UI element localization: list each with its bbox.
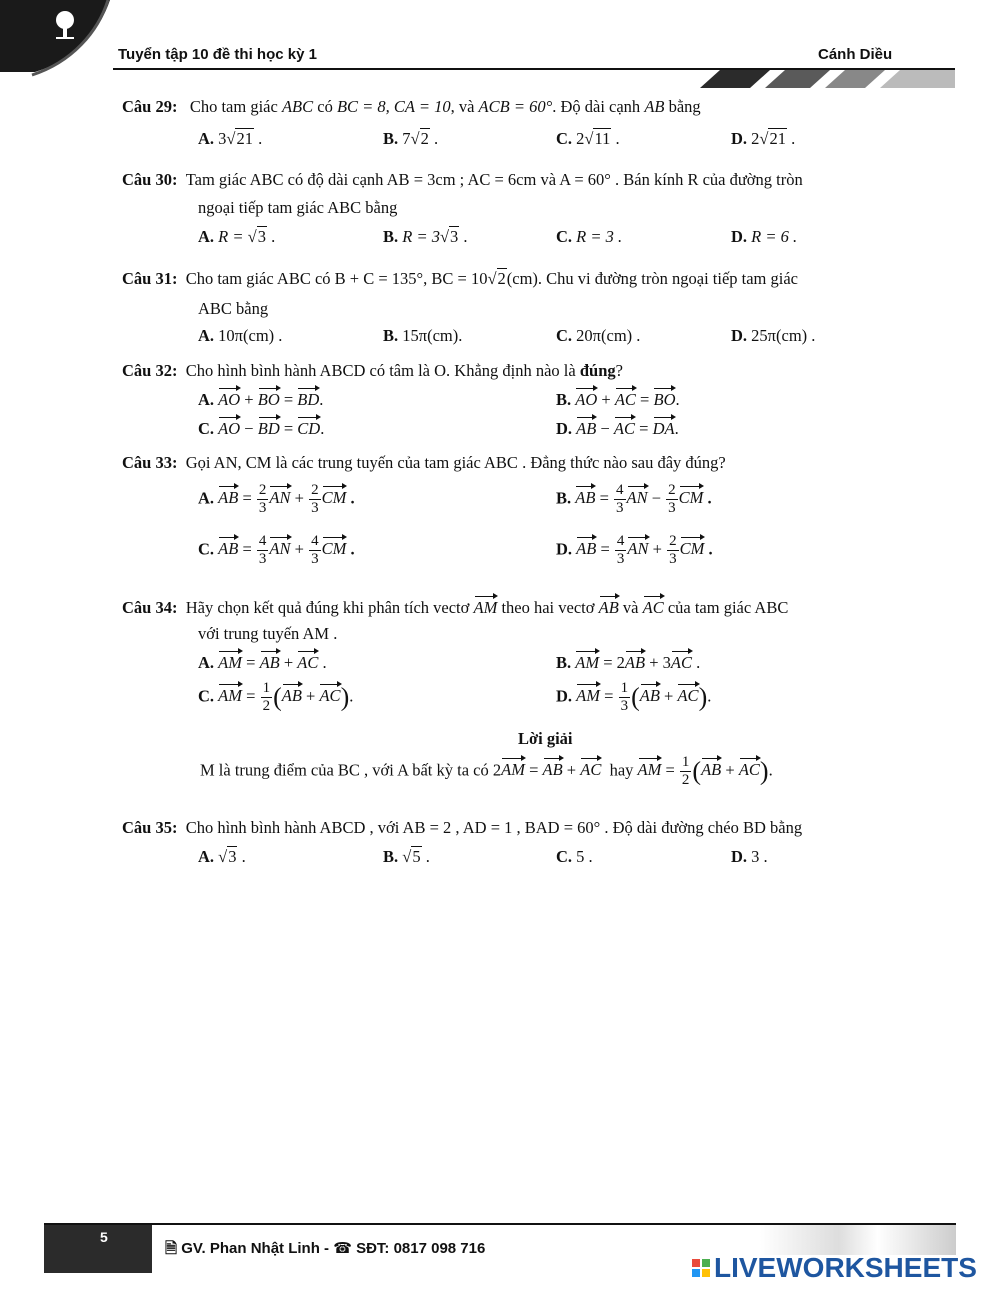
- q31-option-c[interactable]: C. 20π(cm) .: [556, 326, 641, 345]
- question-31: Câu 31: Cho tam giác ABC có B + C = 135°, BC = 10√2(cm). Chu vi đường tròn ngoại tiếp tam giác: [122, 269, 798, 288]
- question-31-line2: ABC bằng: [198, 299, 269, 318]
- question-34-line2: với trung tuyến AM .: [198, 624, 338, 643]
- phone-icon: ☎: [333, 1240, 352, 1257]
- q35-option-a[interactable]: A. √3 .: [198, 847, 246, 866]
- question-29: Câu 29: Cho tam giác ABC có BC = 8, CA = 10, và ACB = 60°. Độ dài cạnh AB bằng: [122, 97, 701, 116]
- solution-title: Lời giải: [518, 729, 573, 748]
- q30-option-a[interactable]: A. R = √3 .: [198, 227, 276, 246]
- q33-option-c[interactable]: C. AB = $\frac{4}{3}$ AN + $\frac{4}{3}$ CM .: [198, 533, 355, 567]
- q32-option-d[interactable]: D. AB − AC = DA.: [556, 419, 679, 438]
- watermark: LIVEWORKSHEETS: [692, 1252, 977, 1284]
- q35-option-b[interactable]: B. √5 .: [383, 847, 430, 866]
- q34-option-d[interactable]: D. AM = $\frac{1}{3}$ (AB + AC).: [556, 680, 712, 714]
- q34-option-b[interactable]: B. AM = 2AB + 3AC .: [556, 653, 701, 672]
- q34-option-a[interactable]: A. AM = AB + AC .: [198, 653, 327, 672]
- q31-option-a[interactable]: A. 10π(cm) .: [198, 326, 283, 345]
- document-icon: 🗎: [165, 1240, 178, 1257]
- question-30-line2: ngoại tiếp tam giác ABC bằng: [198, 198, 398, 217]
- q31-option-b[interactable]: B. 15π(cm).: [383, 326, 463, 345]
- question-32: Câu 32: Cho hình bình hành ABCD có tâm là O. Khẳng định nào là đúng?: [122, 361, 623, 380]
- q34-option-c[interactable]: C. AM = $\frac{1}{2}$ (AB + AC).: [198, 680, 354, 714]
- question-35: Câu 35: Cho hình bình hành ABCD , với AB = 2 , AD = 1 , BAD = 60° . Độ dài đường chéo BD bằng: [122, 818, 803, 837]
- q30-option-b[interactable]: B. R = 3√3 .: [383, 227, 468, 246]
- footer-gradient: [760, 1225, 956, 1255]
- q33-option-d[interactable]: D. AB = $\frac{4}{3}$ AN + $\frac{2}{3}$ CM .: [556, 533, 713, 567]
- tree-icon: [0, 0, 120, 80]
- question-34: Câu 34: Hãy chọn kết quả đúng khi phân tích vectơ AM theo hai vectơ AB và AC của tam giác ABC: [122, 598, 789, 617]
- header-title: Tuyển tập 10 đề thi học kỳ 1: [118, 46, 317, 63]
- footer-page-box: [44, 1225, 152, 1273]
- q29-option-b[interactable]: B. 7√2 .: [383, 129, 439, 148]
- header-stripes: [690, 70, 960, 90]
- solution-text: M là trung điểm của BC , với A bất kỳ ta có 2AM = AB + AC hay AM = $\frac{1}{2}$ (AB + AC).: [200, 754, 773, 788]
- q35-option-d[interactable]: D. 3 .: [731, 847, 768, 866]
- q29-option-c[interactable]: C. 2√11 .: [556, 129, 620, 148]
- q32-option-b[interactable]: B. AO + AC = BO.: [556, 390, 680, 409]
- q30-option-c[interactable]: C. R = 3 .: [556, 227, 623, 246]
- q30-option-d[interactable]: D. R = 6 .: [731, 227, 798, 246]
- header-logo-corner: [0, 0, 120, 80]
- q31-option-d[interactable]: D. 25π(cm) .: [731, 326, 816, 345]
- liveworksheets-logo-icon: [692, 1259, 710, 1277]
- q29-option-a[interactable]: A. 3√21 .: [198, 129, 263, 148]
- q33-option-b[interactable]: B. AB = $\frac{4}{3}$ AN − $\frac{2}{3}$ CM .: [556, 482, 712, 516]
- footer-author: 🗎 GV. Phan Nhật Linh - ☎ SĐT: 0817 098 716: [165, 1240, 486, 1257]
- q32-option-c[interactable]: C. AO − BD = CD.: [198, 419, 325, 438]
- page-number: 5: [100, 1229, 108, 1245]
- q33-option-a[interactable]: A. AB = $\frac{2}{3}$ AN + $\frac{2}{3}$ CM .: [198, 482, 355, 516]
- question-33: Câu 33: Gọi AN, CM là các trung tuyến của tam giác ABC . Đẳng thức nào sau đây đúng?: [122, 453, 726, 472]
- question-30: Câu 30: Tam giác ABC có độ dài cạnh AB = 3cm ; AC = 6cm và A = 60° . Bán kính R của đường tròn: [122, 170, 803, 189]
- q29-option-d[interactable]: D. 2√21 .: [731, 129, 796, 148]
- q32-option-a[interactable]: A. AO + BO = BD.: [198, 390, 324, 409]
- header-series: Cánh Diều: [818, 46, 893, 63]
- q35-option-c[interactable]: C. 5 .: [556, 847, 593, 866]
